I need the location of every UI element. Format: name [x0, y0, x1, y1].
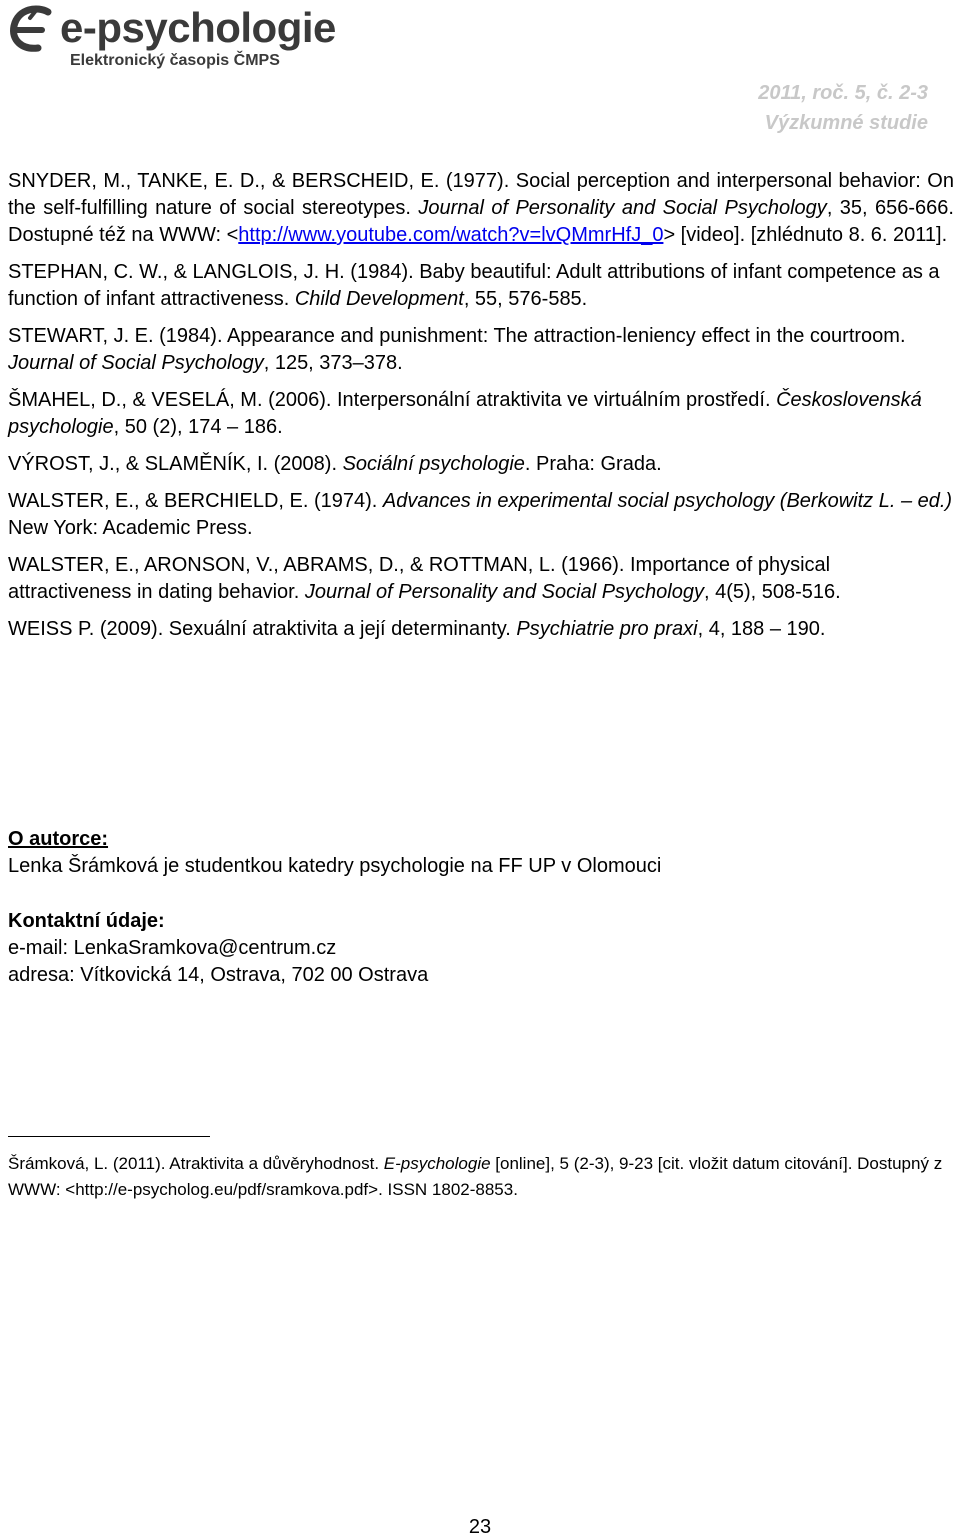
reference-item-vyrost: VÝROST, J., & SLAMĚNÍK, I. (2008). Sociální psychologie. Praha: Grada.: [8, 453, 662, 475]
psychologie-logo-icon: [8, 4, 68, 74]
logo-subtitle: Elektronický časopis ČMPS: [70, 52, 280, 69]
reference-item-smahel: ŠMAHEL, D., & VESELÁ, M. (2006). Interpersonální atraktivita ve virtuálním prostředí. Československá psychologie, 50 (2), 174 – 186.: [8, 389, 922, 438]
journal-logo: [8, 4, 348, 74]
journal-title: Journal of Social Psychology: [8, 352, 264, 374]
about-text: Lenka Šrámková je studentkou katedry psychologie na FF UP v Olomouci: [8, 855, 662, 877]
about-author: [8, 826, 954, 880]
contact-heading: Kontaktní údaje:: [8, 910, 165, 932]
issue-number: 2011, roč. 5, č. 2-3: [758, 82, 928, 104]
book-title: Sociální psychologie: [342, 453, 525, 475]
contact-info: [8, 908, 954, 989]
reference-item-walster-1974: WALSTER, E., & BERCHIELD, E. (1974). Advances in experimental social psychology (Berkowitz L. – ed.) New York: Academic Press.: [8, 490, 953, 539]
about-heading: O autorce:: [8, 828, 109, 850]
reference-item-weiss: WEISS P. (2009). Sexuální atraktivita a její determinanty. Psychiatrie pro praxi, 4, 188 – 190.: [8, 618, 826, 640]
footnote-divider: [8, 1136, 210, 1137]
journal-title: Child Development: [294, 288, 464, 310]
reference-list: [8, 168, 954, 653]
youtube-link[interactable]: http://www.youtube.com/watch?v=lvQMmrHfJ_0: [238, 224, 664, 246]
journal-title: Journal of Personality and Social Psychology: [304, 581, 704, 603]
issue-info: [758, 78, 928, 138]
reference-item-walster-1966: WALSTER, E., ARONSON, V., ABRAMS, D., & ROTTMAN, L. (1966). Importance of physical attractiveness in dating behavior. Journal of Personality and Social Psychology, 4(5), 508-516.: [8, 554, 841, 603]
contact-email: e-mail: LenkaSramkova@centrum.cz: [8, 937, 337, 959]
journal-title: E-psychologie: [383, 1154, 491, 1173]
reference-item-snyder: SNYDER, M., TANKE, E. D., & BERSCHEID, E. (1977). Social perception and interpersonal behavior: On the self-fulfilling nature of social stereotypes. Journal of Personality and Social Psychology, 35, 656-666. Dostupné též na WWW: <http://www.youtube.com/watch?v=lvQMmrHfJ_0> [video]. [zhlédnuto 8. 6. 2011].: [8, 170, 954, 246]
page-header: [0, 0, 960, 140]
journal-title: Psychiatrie pro praxi: [516, 618, 698, 640]
contact-address: adresa: Vítkovická 14, Ostrava, 702 00 Ostrava: [8, 964, 429, 986]
book-title: Advances in experimental social psychology (Berkowitz L. – ed.): [382, 490, 953, 512]
journal-title: Journal of Personality and Social Psychology: [418, 197, 827, 219]
reference-item-stewart: STEWART, J. E. (1984). Appearance and punishment: The attraction-leniency effect in the courtroom. Journal of Social Psychology, 125, 373–378.: [8, 325, 906, 374]
page-number: 23: [468, 1516, 492, 1538]
journal-title: Československá psychologie: [8, 389, 922, 438]
section-name: Výzkumné studie: [764, 112, 928, 134]
citation-footnote: Šrámková, L. (2011). Atraktivita a důvěryhodnost. E-psychologie [online], 5 (2-3), 9-23 [cit. vložit datum citování]. Dostupný z WWW: <http://e-psycholog.eu/pdf/sramkova.pdf>. ISSN 1802-8853.: [8, 1154, 943, 1199]
reference-item-stephan: STEPHAN, C. W., & LANGLOIS, J. H. (1984). Baby beautiful: Adult attributions of infant competence as a function of infant attractiveness. Child Development, 55, 576-585.: [8, 261, 940, 310]
logo-title: e-psychologie: [60, 4, 336, 51]
